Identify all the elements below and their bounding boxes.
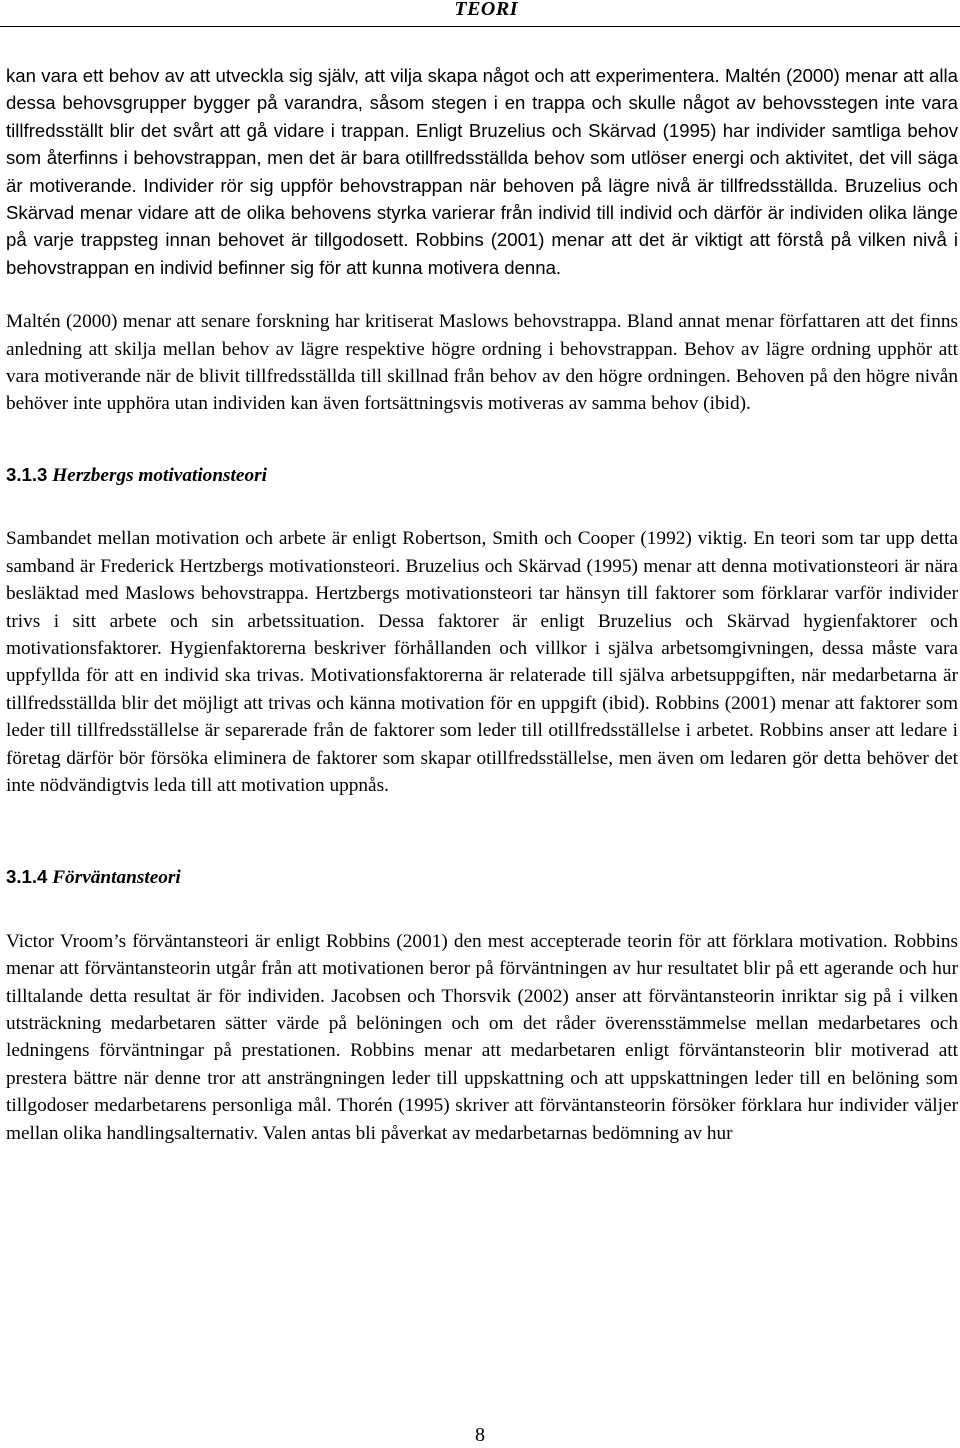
section-title: Herzbergs motivationsteori (52, 464, 267, 486)
section-number: 3.1.4 (6, 866, 48, 888)
paragraph-vroom: Victor Vroom’s förväntansteori är enligt Robbins (2001) den mest accepterade teorin för att förklara motivation. Robbins menar att förväntansteorin utgår från att motivationen beror på förväntningen av hur resultatet blir på ett agerande och hur tilltalande detta resultat är för individen. Jacobsen och Thorsvik (2002) anser att förväntansteorin inriktar sig på i vilken utsträckning medarbetaren sätter värde på belöningen och om det råder överensstämmelse mellan medarbetares och ledningens förväntningar på prestationen. Robbins menar att medarbetaren enligt förväntansteorin blir motiverad att prestera bättre när denne tror att ansträngningen leder till uppskattning och att uppskattningen leder till en belöning som tillgodoser medarbetarens personliga mål. Thorén (1995) skriver att förväntansteorin försöker förklara hur individer väljer mellan olika handlingsalternativ. Valen antas bli påverkat av medarbetarnas bedömning av hur (6, 930, 958, 1144)
page-number: 8 (475, 1424, 485, 1446)
section-heading-herzberg (6, 461, 958, 489)
section-number: 3.1.3 (6, 463, 48, 485)
paragraph-malten-critique: Maltén (2000) menar att senare forskning har kritiserat Maslows behovstrappa. Bland annat menar författaren att det finns anledning att skilja mellan behov av lägre respektive högre ordning i behovstrappan. Behov av lägre ordning upphör att vara motiverande när de blivit tillfredsställda till skillnad från behov av den högre ordningen. Behoven på den högre nivån behöver inte upphöra utan individen kan även fortsättningsvis motiveras av samma behov (ibid). (6, 311, 958, 415)
section-heading-expectancy (6, 863, 958, 891)
page-header (0, 0, 960, 26)
page-body (6, 62, 958, 1147)
running-title: TEORI (454, 0, 518, 20)
header-rule (0, 26, 960, 27)
paragraph-herzberg: Sambandet mellan motivation och arbete är enligt Robertson, Smith och Cooper (1992) viktig. En teori som tar upp detta samband är Frederick Hertzbergs motivationsteori. Bruzelius och Skärvad (1995) menar att denna motivationsteori är nära besläktad med Maslows behovstrappa. Hertzbergs motivationsteori tar hänsyn till faktorer som förklarar varför individer trivs i sitt arbete och sin arbetssituation. Dessa faktorer är enligt Bruzelius och Skärvad hygienfaktorer och motivationsfaktorer. Hygienfaktorerna beskriver förhållanden och villkor i själva arbetsomgivningen, dessa måste vara uppfyllda för att en individ ska trivas. Motivationsfaktorerna är relaterade till själva arbetsuppgiften, när medarbetarna är tillfredsställda blir det möjligt att trivas och känna motivation för en uppgift (ibid). Robbins (2001) menar att faktorer som leder till tillfredsställelse är separerade från de faktorer som leder till otillfredsställelse i arbetet. Robbins anser att ledare i företag därför bör försöka eliminera de faktorer som skapar otillfredsställelse, men även om ledaren gör detta behöver det inte nödvändigtvis leda till att motivation uppnås. (6, 528, 958, 796)
section-title: Förväntansteori (52, 867, 181, 889)
paragraph-maslow-continued: kan vara ett behov av att utveckla sig själv, att vilja skapa något och att experimentera. Maltén (2000) menar att alla dessa behovsgrupper bygger på varandra, såsom stegen i en trappa och skulle något av behovsstegen inte vara tillfredsställt blir det svårt att gå vidare i trappan. Enligt Bruzelius och Skärvad (1995) har individer samtliga behov som återfinns i behovstrappan, men det är bara otillfredsställda behov som utlöser energi och aktivitet, det vill säga är motiverande. Individer rör sig uppför behovstrappan när behoven på lägre nivå är tillfredsställda. Bruzelius och Skärvad menar vidare att de olika behovens styrka varierar från individ till individ och därför är individen olika länge på varje trappsteg innan behovet är tillgodosett. Robbins (2001) menar att det är viktigt att förstå på vilken nivå i behovstrappan en individ befinner sig för att kunna motivera denna. (6, 65, 958, 278)
